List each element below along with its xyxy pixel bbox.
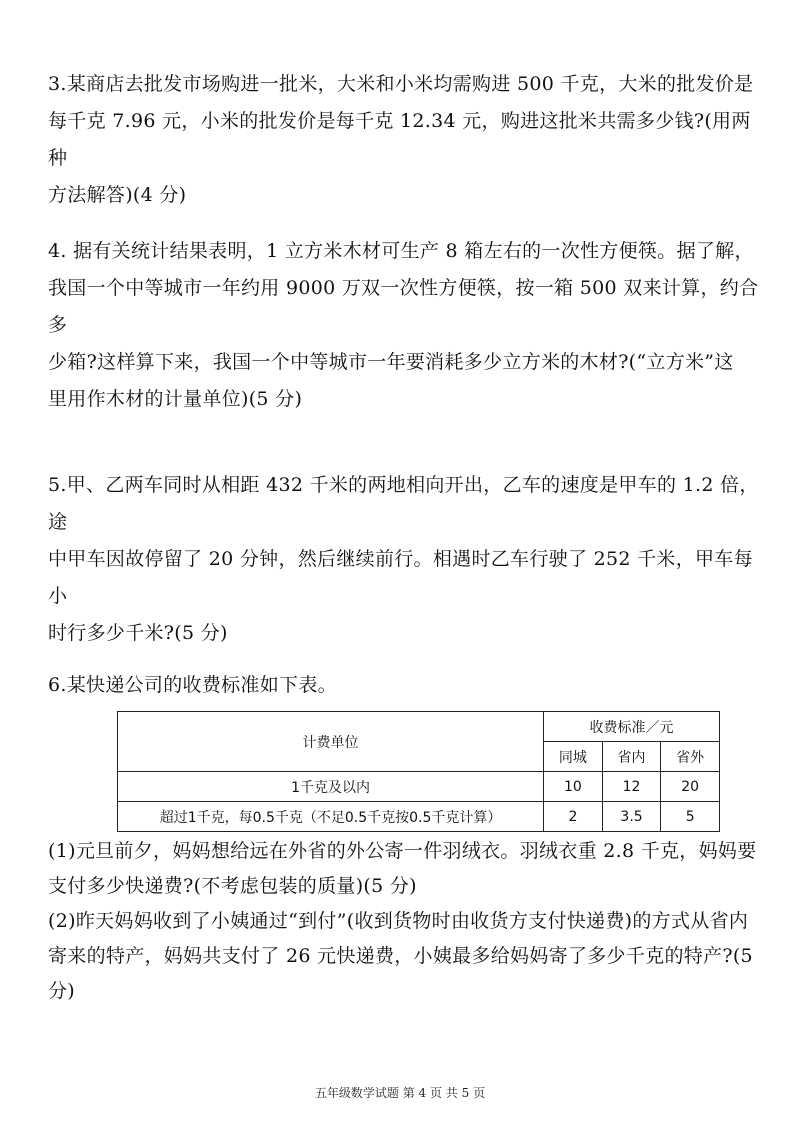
col-local: 同城 [544, 742, 603, 772]
row-outside: 20 [661, 772, 720, 802]
question-3-line: 3.某商店去批发市场购进一批米，大米和小米均需购进 500 千克，大米的批发价是 [48, 73, 754, 95]
row-province: 3.5 [602, 802, 661, 832]
question-5-line: 中甲车因故停留了 20 分钟，然后继续前行。相遇时乙车行驶了 252 千米，甲车每小 [48, 548, 753, 607]
question-6 [48, 667, 760, 704]
question-4 [48, 233, 760, 418]
question-4-line: 里用作木材的计量单位)(5 分) [48, 388, 303, 410]
question-4-line: 我国一个中等城市一年约用 9000 万双一次性方便筷，按一箱 500 双来计算，约合多 [48, 277, 759, 336]
col-outside: 省外 [661, 742, 720, 772]
question-6-subquestions [48, 834, 760, 1009]
question-5 [48, 467, 760, 652]
question-6-intro: 6.某快递公司的收费标准如下表。 [48, 674, 337, 696]
table-row [118, 802, 720, 832]
fee-table [117, 711, 720, 832]
subquestion-line: 分) [48, 980, 76, 1002]
question-3 [48, 66, 760, 214]
page-footer: 五年级数学试题 第 4 页 共 5 页 [314, 1086, 486, 1100]
subquestion-line: 寄来的特产，妈妈共支付了 26 元快递费，小姨最多给妈妈寄了多少千克的特产?(5 [48, 945, 753, 967]
table-row [118, 772, 720, 802]
row-local: 10 [544, 772, 603, 802]
question-3-line: 每千克 7.96 元，小米的批发价是每千克 12.34 元，购进这批米共需多少钱?(用两种 [48, 110, 751, 169]
row-province: 12 [602, 772, 661, 802]
subquestion-line: 支付多少快递费?(不考虑包装的质量)(5 分) [48, 875, 417, 897]
subquestion-line: (1)元旦前夕，妈妈想给远在外省的外公寄一件羽绒衣。羽绒衣重 2.8 千克，妈妈要 [48, 840, 757, 862]
question-3-line: 方法解答)(4 分) [48, 184, 187, 206]
row-outside: 5 [661, 802, 720, 832]
col-province: 省内 [602, 742, 661, 772]
header-fee: 收费标准／元 [544, 712, 720, 742]
question-5-line: 时行多少千米?(5 分) [48, 622, 228, 644]
subquestion-line: (2)昨天妈妈收到了小姨通过“到付”(收到货物时由收货方支付快递费)的方式从省内 [48, 910, 749, 932]
question-5-line: 5.甲、乙两车同时从相距 432 千米的两地相向开出，乙车的速度是甲车的 1.2 倍，途 [48, 474, 759, 533]
table-header-row [118, 712, 720, 742]
row-unit: 超过1千克，每0.5千克（不足0.5千克按0.5千克计算） [118, 802, 544, 832]
header-unit: 计费单位 [118, 712, 544, 772]
row-unit: 1千克及以内 [118, 772, 544, 802]
question-4-line: 4. 据有关统计结果表明，1 立方米木材可生产 8 箱左右的一次性方便筷。据了解， [48, 240, 754, 262]
row-local: 2 [544, 802, 603, 832]
question-4-line: 少箱?这样算下来，我国一个中等城市一年要消耗多少立方米的木材?(“立方米”这 [48, 351, 734, 373]
